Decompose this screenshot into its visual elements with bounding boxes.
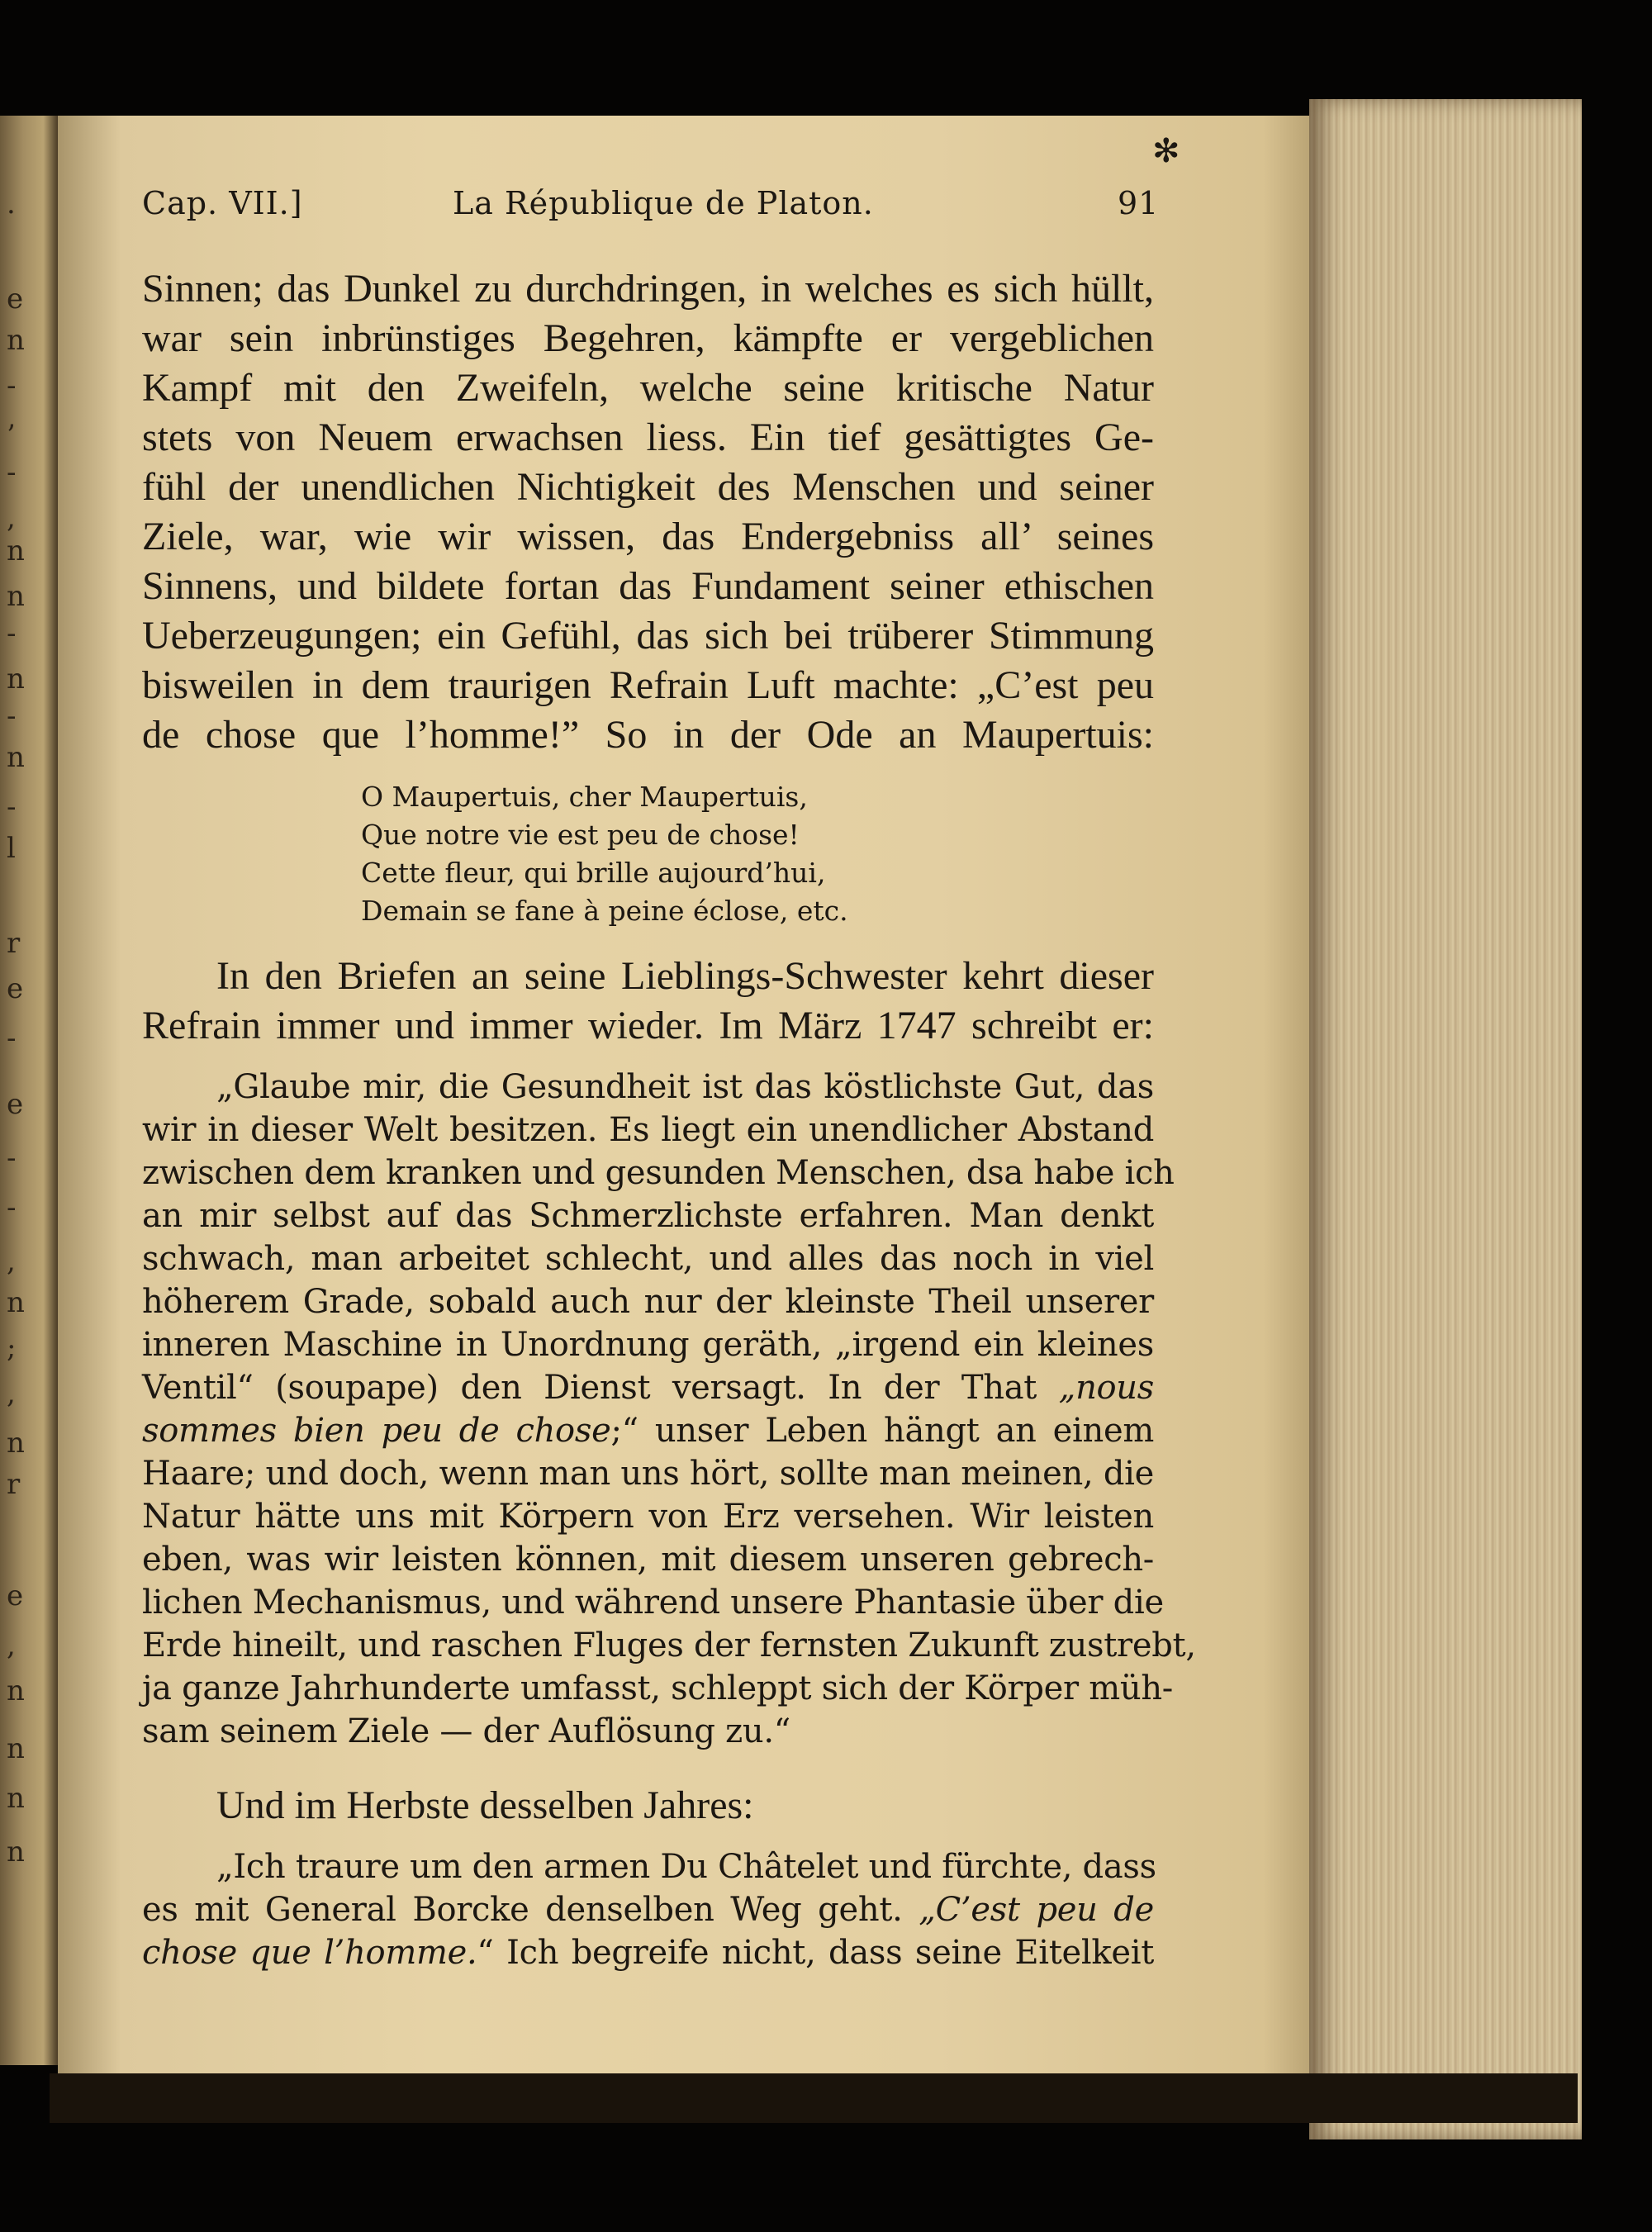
- text-line: In den Briefen an seine Lieblings-Schwester kehrt dieser: [216, 954, 1154, 998]
- verse-line: O Maupertuis, cher Maupertuis,: [361, 781, 808, 813]
- text-span: Ventil“ (soupape) den Dienst versagt. In der That: [142, 1369, 1059, 1407]
- text-line: Und im Herbste desselben Jahres:: [216, 1783, 754, 1827]
- printer-ornament: ✻: [1152, 132, 1180, 170]
- chapter-label: Cap. VII.]: [142, 185, 303, 221]
- margin-mark: ,: [7, 1245, 16, 1278]
- verse-quotation: [361, 778, 1154, 930]
- text-line: fühl der unendlichen Nichtigkeit des Menschen und seiner: [142, 465, 1154, 509]
- quote-line: Haare; und doch, wenn man uns hört, sollte man meinen, die: [142, 1455, 1154, 1493]
- verse-line: Cette fleur, qui brille aujourd’hui,: [361, 857, 826, 889]
- text-line: war sein inbrünstiges Begehren, kämpfte er vergeblichen: [142, 316, 1154, 360]
- margin-mark: -: [7, 1142, 17, 1175]
- margin-mark: ,: [7, 501, 16, 534]
- margin-mark: r: [7, 1468, 21, 1501]
- quote-line: wir in dieser Welt besitzen. Es liegt ein unendlicher Abstand: [142, 1111, 1154, 1149]
- text-span: ;“ unser Leben hängt an einem: [610, 1412, 1155, 1450]
- quote-line: [142, 1888, 1154, 1931]
- text-line: Sinnens, und bildete fortan das Fundament seiner ethischen: [142, 564, 1154, 608]
- text-line: stets von Neuem erwachsen liess. Ein tief gesättigtes Ge-: [142, 416, 1154, 459]
- text-span: es mit General Borcke denselben Weg geht.: [142, 1891, 919, 1929]
- margin-mark: -: [7, 700, 17, 733]
- margin-mark: n: [7, 580, 25, 613]
- text-line: Ueberzeugungen; ein Gefühl, das sich bei trüberer Stimmung: [142, 614, 1154, 658]
- quote-line: „Glaube mir, die Gesundheit ist das köstlichste Gut, das: [216, 1068, 1154, 1106]
- margin-mark: ’: [7, 419, 16, 452]
- quote-line: höherem Grade, sobald auch nur der kleinste Theil unserer: [142, 1283, 1154, 1321]
- text-line: Sinnen; das Dunkel zu durchdringen, in welches es sich hüllt,: [142, 267, 1154, 311]
- paragraph: [142, 952, 1154, 1051]
- left-page-edge: [0, 116, 58, 2065]
- italic-text: sommes bien peu de chose: [142, 1412, 611, 1450]
- margin-mark: ,: [7, 1377, 16, 1410]
- quote-line: [142, 1931, 1154, 1974]
- verse-line: Que notre vie est peu de chose!: [361, 819, 800, 851]
- quote-line: ja ganze Jahrhunderte umfasst, schleppt sich der Körper müh-: [142, 1669, 1174, 1707]
- italic-text: „C’est peu de: [919, 1891, 1154, 1929]
- italic-text: chose que l’homme.: [142, 1934, 477, 1972]
- margin-mark: ,: [7, 1629, 16, 1662]
- margin-mark: n: [7, 1286, 25, 1319]
- margin-mark: n: [7, 1427, 25, 1460]
- quote-line: lichen Mechanismus, und während unsere Phantasie über die: [142, 1584, 1164, 1622]
- quote-line: Erde hineilt, und raschen Fluges der fernsten Zukunft zustrebt,: [142, 1627, 1196, 1665]
- margin-mark: e: [7, 1088, 24, 1121]
- running-title: La République de Platon.: [453, 185, 874, 221]
- quote-line: eben, was wir leisten können, mit diesem unseren gebrech-: [142, 1541, 1154, 1579]
- quote-line: Natur hätte uns mit Körpern von Erz versehen. Wir leisten: [142, 1498, 1154, 1536]
- margin-mark: n: [7, 662, 25, 696]
- letter-quotation: [142, 1845, 1154, 1974]
- text-line: bisweilen in dem traurigen Refrain Luft machte: „C’est peu: [142, 663, 1154, 707]
- text-line: de chose que l’homme!” So in der Ode an Maupertuis:: [142, 713, 1154, 757]
- margin-mark: e: [7, 283, 24, 316]
- text-line: Refrain immer und immer wieder. Im März 1747 schreibt er:: [142, 1004, 1154, 1047]
- paragraph: [142, 264, 1154, 760]
- margin-mark: -: [7, 1022, 17, 1055]
- italic-text: „nous: [1058, 1369, 1154, 1407]
- margin-mark: n: [7, 534, 25, 567]
- margin-mark: -: [7, 791, 17, 824]
- margin-mark: e: [7, 972, 24, 1005]
- verse-line: Demain se fane à peine éclose, etc.: [361, 895, 848, 927]
- body-text: [142, 264, 1196, 1974]
- margin-mark: n: [7, 324, 25, 357]
- book-cover-edge: [50, 2073, 1578, 2123]
- margin-mark: n: [7, 1782, 25, 1815]
- text-span: “ Ich begreife nicht, dass seine Eitelkeit: [477, 1934, 1154, 1972]
- margin-mark: -: [7, 456, 17, 489]
- margin-mark: -: [7, 617, 17, 650]
- margin-mark: l: [7, 832, 16, 865]
- margin-mark: -: [7, 369, 17, 402]
- margin-mark: n: [7, 1674, 25, 1707]
- letter-quotation: [142, 1066, 1196, 1753]
- quote-line: sam seinem Ziele — der Auflösung zu.“: [142, 1712, 790, 1750]
- text-line: Ziele, war, wie wir wissen, das Endergebniss all’ seines: [142, 515, 1154, 558]
- margin-mark: n: [7, 1732, 25, 1765]
- page-block-edge: [1309, 99, 1582, 2139]
- margin-mark: e: [7, 1579, 24, 1612]
- quote-line: [142, 1409, 1154, 1452]
- page-number: 91: [1118, 185, 1160, 221]
- quote-line: an mir selbst auf das Schmerzlichste erfahren. Man denkt: [142, 1197, 1154, 1235]
- quote-line: schwach, man arbeitet schlecht, und alles das noch in viel: [142, 1240, 1154, 1278]
- margin-mark: n: [7, 1835, 25, 1869]
- margin-mark: n: [7, 741, 25, 774]
- quote-line: zwischen dem kranken und gesunden Menschen, dsa habe ich: [142, 1154, 1175, 1192]
- text-line: Kampf mit den Zweifeln, welche seine kritische Natur: [142, 366, 1154, 410]
- quote-line: inneren Maschine in Unordnung geräth, „irgend ein kleines: [142, 1326, 1154, 1364]
- quote-line: „Ich traure um den armen Du Châtelet und fürchte, dass: [216, 1848, 1156, 1886]
- margin-mark: ;: [7, 1332, 17, 1365]
- quote-line: [142, 1366, 1154, 1409]
- margin-mark: r: [7, 927, 21, 960]
- margin-mark: -: [7, 1191, 17, 1224]
- margin-mark: ·: [7, 196, 16, 229]
